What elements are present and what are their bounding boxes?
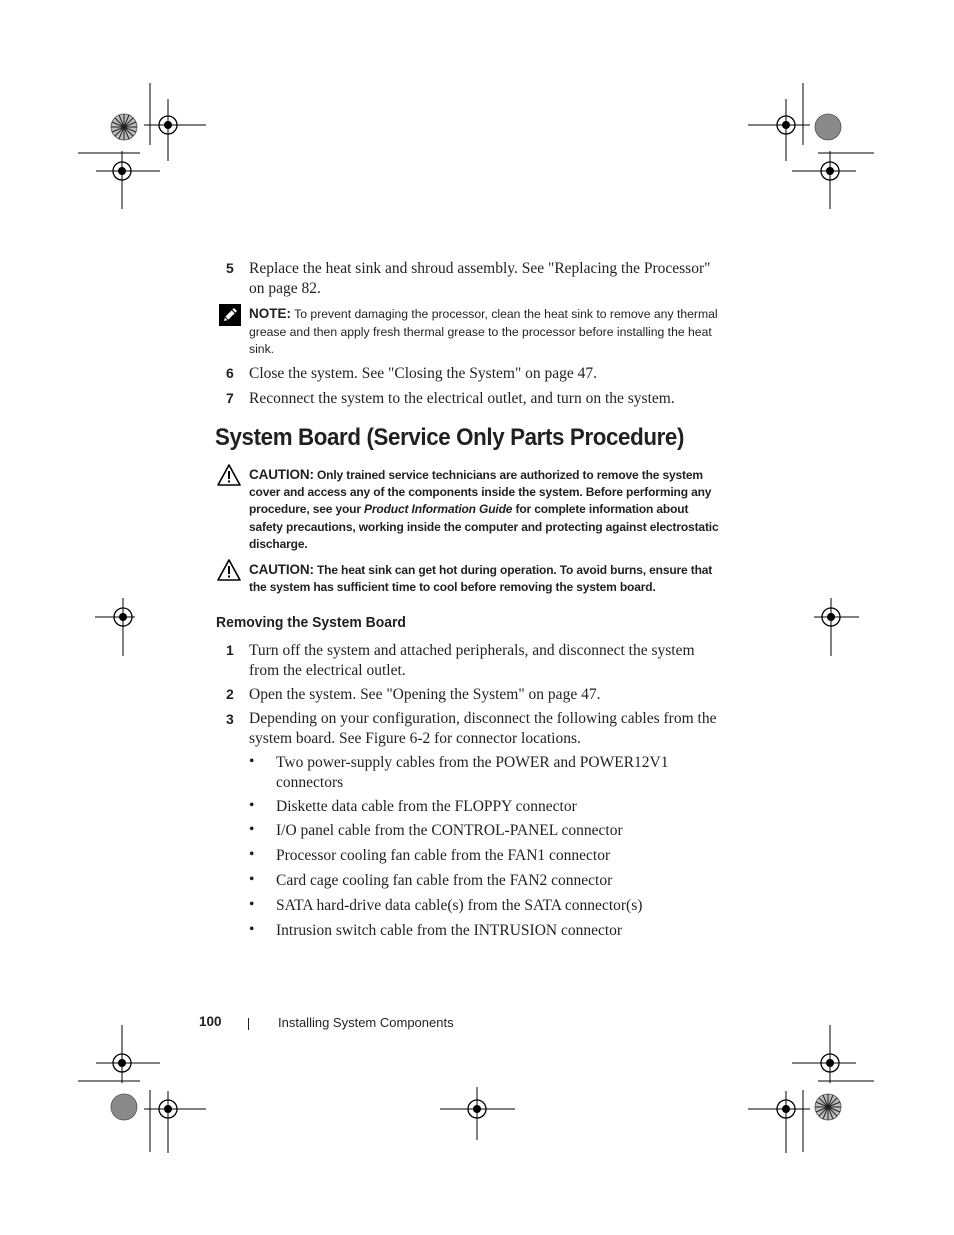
bullet-icon: • <box>249 896 255 913</box>
registration-mark-4 <box>792 151 856 209</box>
bullet-icon: • <box>249 846 255 863</box>
subsection-title: Removing the System Board <box>216 614 406 631</box>
section-title: System Board (Service Only Parts Procedure) <box>215 424 685 451</box>
printer-marks-bottom-right <box>740 1020 890 1160</box>
note-label: NOTE: <box>249 306 291 321</box>
list-item-text: Processor cooling fan cable from the FAN1 connector <box>276 847 611 864</box>
note-text: To prevent damaging the processor, clean the heat sink to remove any thermal grease and then apply fresh thermal grease to the processor before installing the heat sink. <box>249 307 718 356</box>
registration-mark-7 <box>792 1025 856 1083</box>
bullet-icon: • <box>249 797 255 814</box>
step-number: 1 <box>226 642 234 658</box>
footer-divider <box>248 1018 249 1030</box>
caution-text: The heat sink can get hot during operation. To avoid burns, ensure that the system has sufficient time to cool before removing the system board. <box>249 563 713 595</box>
star-target-1 <box>111 114 137 140</box>
bullet-icon: • <box>249 821 255 838</box>
caution-label: CAUTION: <box>249 467 314 482</box>
printer-marks-bottom-left <box>70 1020 220 1160</box>
caution-triangle-icon <box>216 558 242 582</box>
grey-target-2 <box>111 1094 137 1120</box>
caution-label: CAUTION: <box>249 562 314 577</box>
page-number: 100 <box>199 1014 222 1029</box>
step-text: Open the system. See "Opening the System" on page 47. <box>249 686 601 703</box>
printer-mark-mid-right <box>804 598 864 658</box>
step-text: Depending on your configuration, disconnect the following cables from the system board. See Figure 6-2 for connector locations. <box>249 710 717 747</box>
step-number: 5 <box>226 260 234 276</box>
product-guide-title: Product Information Guide <box>364 502 513 517</box>
step-text: Reconnect the system to the electrical outlet, and turn on the system. <box>249 390 675 407</box>
grey-target-1 <box>815 114 841 140</box>
note-pencil-icon <box>218 303 242 327</box>
printer-marks-top-right <box>740 75 890 215</box>
chapter-title: Installing System Components <box>278 1015 454 1030</box>
step-text: Turn off the system and attached peripherals, and disconnect the system from the electrical outlet. <box>249 642 695 679</box>
printer-marks-top-left <box>70 75 220 215</box>
list-item-text: Diskette data cable from the FLOPPY connector <box>276 798 577 815</box>
list-item-text: Two power-supply cables from the POWER and POWER12V1 connectors <box>276 754 669 791</box>
bullet-icon: • <box>249 871 255 888</box>
caution-triangle-icon <box>216 463 242 487</box>
caution-text-cont: for complete information about safety precautions, working inside the computer and protecting against electrostatic discharge. <box>249 502 719 551</box>
registration-mark-6 <box>144 1091 206 1153</box>
list-item-text: SATA hard-drive data cable(s) from the SATA connector(s) <box>276 897 643 914</box>
step-number: 2 <box>226 686 234 702</box>
printer-mark-mid-left <box>90 598 150 658</box>
star-target-2 <box>815 1094 841 1120</box>
list-item-text: I/O panel cable from the CONTROL-PANEL connector <box>276 822 623 839</box>
list-item-text: Intrusion switch cable from the INTRUSION connector <box>276 922 623 939</box>
registration-mark-5 <box>96 1025 160 1083</box>
step-number: 6 <box>226 365 234 381</box>
caution-text: Only trained service technicians are authorized to remove the system cover and access any of the components inside the system. Before performing any procedure, see your <box>249 468 712 517</box>
registration-mark-8 <box>748 1091 810 1153</box>
step-text: Close the system. See "Closing the System" on page 47. <box>249 365 598 382</box>
step-number: 3 <box>226 711 234 727</box>
bullet-icon: • <box>249 753 255 770</box>
printer-mark-bottom-center <box>435 1085 520 1145</box>
registration-mark-1 <box>144 99 206 161</box>
list-item-text: Card cage cooling fan cable from the FAN2 connector <box>276 872 613 889</box>
step-text: Replace the heat sink and shroud assembly. See "Replacing the Processor" on page 82. <box>249 260 711 297</box>
bullet-icon: • <box>249 921 255 938</box>
step-number: 7 <box>226 390 234 406</box>
registration-mark-2 <box>96 151 160 209</box>
registration-mark-3 <box>748 99 810 161</box>
